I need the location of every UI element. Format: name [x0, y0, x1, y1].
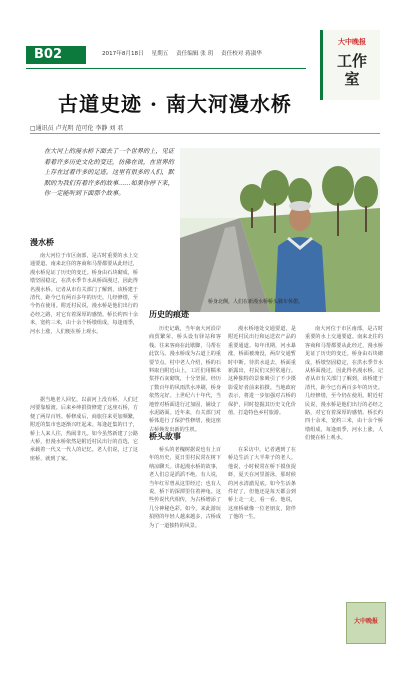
newspaper-logo-text: 大中晚报: [353, 618, 378, 625]
page-header: [0, 0, 415, 100]
header-rule: [26, 68, 306, 69]
column-2-top: [149, 325, 221, 433]
article-photo: [180, 148, 380, 312]
masthead-paper-name: 大中晚报: [338, 37, 366, 46]
paragraph: 漫水桥地处交通要道，是附近村民出行和运送农产品的重要通道。每年汛期，河水暴涨，桥面被淹没，两岸交通暂时中断。待洪水退去，桥面重新露出，村民们又照常通行。这种独特的景象吸引了不少摄影爱好者前来拍摄。当地政府表示，将进一步加强对古桥的保护，同时挖掘其历史文化价值，打造特色乡村旅游。: [228, 326, 296, 417]
paragraph: 南大河位于市区南部，是古时重要的水上交通要道。南来北往的客商和马帮都要从此经过，漫水桥见证了历史的变迁。桥身由石块砌成，桥墩坚固稳定，在洪水季节水从桥面漫过，因此得名漫水桥。记者从市有关部门了解到，该桥建于清代，距今已有两百多年的历史。几经修缮，至今仍在使用。附近村民说，漫水桥是他们出行的必经之路，对它有着深厚的感情。桥长约四十余米，宽约三米，由十余个桥墩组成，每逢雨季，河水上涨，人们便在桥上观水。: [305, 326, 383, 442]
issue-info: [102, 49, 268, 57]
column-4: [305, 325, 383, 599]
column-3-top: [228, 325, 296, 443]
masthead-department: 工作室: [336, 52, 367, 88]
paragraph: 历史记载，当年南大河沿岸商贸繁荣，桥头设有驿站和客栈。往来客商在此歇脚，马帮在此饮马。漫水桥成为古道上的重要节点。村中老人介绍，桥的石料取自附近山上，工匠们用糯米浆拌石灰砌筑，十分坚固。经历了数百年的风雨洪水冲刷，桥身依然完好。上世纪六十年代，当地曾对桥面进行过加固，铺设了水泥路面。近年来，有关部门对桥体进行了保护性修缮，使这座古桥焕发出新的生机。: [149, 326, 221, 433]
section-heading-history: 历史的痕迹: [149, 309, 189, 319]
issue-weekday: 星期五: [151, 51, 169, 57]
paragraph: 在采访中，记者遇到了在桥边生活了大半辈子的老人。他说，小时候常在桥下摸鱼捉虾，夏天在河里游泳，那时候的河水清澈见底。如今生活条件好了，但他还是每天都会到桥上走一走，看一看。他说，这座桥就像一位老朋友，陪伴了他的一生。: [228, 447, 296, 521]
column-2-bottom: [149, 446, 221, 644]
paragraph: 桥头的老槐树据说也有上百年的历史，夏日里村民常在树下纳凉聊天。讲起漫水桥的故事，老人们总是滔滔不绝。有人说，当年红军曾从这里经过；也有人说，桥下的深潭里住着神龟。这些传说代代相传，为古桥增添了几分神秘色彩。如今，来此游玩拍照的年轻人越来越多，古桥成为了一道独特的风景。: [149, 447, 221, 529]
page-code: B02: [34, 47, 62, 62]
byline-rule: [30, 133, 380, 134]
issue-proofreader: 责任校对 蒋淑华: [220, 51, 262, 57]
column-1-bottom: [30, 396, 138, 644]
article-title: 古道史迹 · 南大河漫水桥: [58, 92, 292, 116]
section-heading-stories: 桥头故事: [149, 431, 181, 441]
photo-caption: 桥身北侧，人们在新漫水桥桥头骑车休憩。: [208, 299, 304, 305]
article-byline: □通讯员 卢光明 范可伦 李静 刘 君: [30, 125, 124, 132]
paragraph: 据当地老人回忆，以前河上没有桥，人们过河要靠船渡。后来乡绅捐资修建了这座石桥，方便了两岸百姓。桥修成后，商旅往来更加频繁，附近的集市也逐渐兴旺起来。每逢赶集的日子，桥上人来人往，热闹非凡。如今虽然新建了公路大桥，但漫水桥依然是附近村民出行的首选，它承载着一代又一代人的记忆。老人们说，过了这座桥，就到了家。: [30, 397, 138, 462]
column-3-bottom: [228, 446, 296, 644]
paragraph: 南大河位于市区南部，是古时重要的水上交通要道。南来北往的客商和马帮都要从此经过，漫水桥见证了历史的变迁。桥身由石块砌成，桥墩坚固稳定，在洪水季节水从桥面漫过，因此得名漫水桥。记者从市有关部门了解到，该桥建于清代，距今已有两百多年的历史。几经修缮，至今仍在使用。附近村民说，漫水桥是他们出行的必经之路，对它有着深厚的感情。桥长约四十余米，宽约三米，由十余个桥墩组成，每逢雨季，河水上涨，人们便在桥上观水。: [30, 253, 138, 335]
bridge-photo-illustration: [180, 148, 380, 312]
column-1-top: [30, 252, 138, 392]
issue-date: 2017年8月18日: [102, 51, 144, 57]
section-heading-bridge: 漫水桥: [30, 237, 54, 247]
article-intro: 在大河上的漫水桥下面去了一个世界的上，见证着着许多历史文化的变迁，仿佛在说，在世界的上存在过着许多的足迹。这里有很多的人们，默默的为我们有着许多的故事……如果你停下来，你一定能听到下面那个故事。: [44, 148, 174, 197]
issue-editor: 责任编辑 张 玥: [176, 51, 214, 57]
